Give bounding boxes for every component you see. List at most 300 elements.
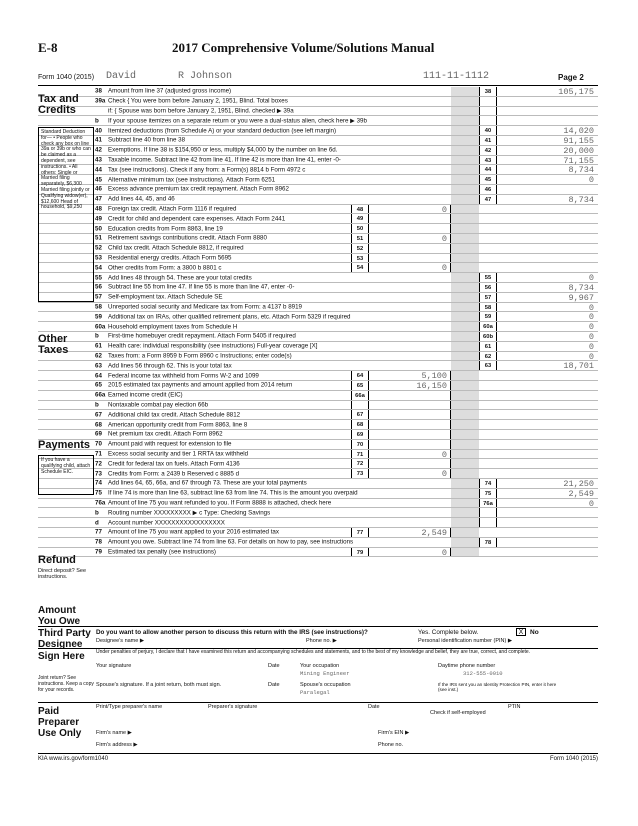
box-number: 56 [479, 283, 497, 292]
inner-amount[interactable] [369, 214, 451, 223]
line-label: Add lines 56 through 62. This is your total tax [108, 362, 232, 370]
line-number: 74 [95, 479, 102, 487]
line-label: If your spouse itemizes on a separate return or you were a dual-status alien, check here ▶ 39b [108, 117, 367, 125]
shaded-area [451, 479, 479, 488]
form-line [38, 293, 598, 303]
spouse-date[interactable]: Date [268, 682, 280, 688]
footer-right: Form 1040 (2015) [549, 756, 598, 762]
line-label: Earned income credit (EIC) [108, 391, 183, 399]
shaded-area [451, 283, 479, 292]
line-amount[interactable]: 14,020 [563, 126, 594, 137]
line-number: 42 [95, 146, 102, 154]
form-line [38, 97, 598, 107]
inner-amount[interactable]: 2,549 [369, 528, 451, 537]
box-number: 55 [479, 273, 497, 282]
line-label: Taxable income. Subtract line 42 from line 41. If line 42 is more than line 41, enter -0- [108, 156, 341, 164]
line-amount[interactable] [497, 116, 598, 125]
line-number: 51 [95, 234, 102, 242]
inner-box-number: 72 [351, 459, 369, 468]
spouse-occupation[interactable]: Paralegal [300, 689, 330, 696]
form-line [38, 410, 598, 420]
form-line [38, 224, 598, 234]
line-label: Credit for child and dependent care expenses. Attach Form 2441 [108, 215, 286, 223]
ptin[interactable]: PTIN [508, 704, 521, 710]
form-line [38, 165, 598, 175]
form-line [38, 322, 598, 332]
inner-box-number: 67 [351, 410, 369, 419]
line-number: 48 [95, 205, 102, 213]
ssn: 111-11-1112 [423, 71, 490, 82]
line-number: 77 [95, 528, 102, 536]
box-number: 43 [479, 156, 497, 165]
line-label: Federal income tax withheld from Forms W-2 and 1099 [108, 372, 259, 380]
shaded-area [451, 459, 479, 468]
shaded-area [451, 87, 479, 96]
line-number: 56 [95, 283, 102, 291]
line-number: 57 [95, 293, 102, 301]
line-label: Excess social security and tier 1 RRTA tax withheld [108, 450, 249, 458]
form-line [38, 332, 598, 342]
line-amount[interactable]: 91,155 [563, 136, 594, 146]
inner-amount[interactable] [369, 420, 451, 429]
line-amount[interactable]: 0 [588, 302, 594, 313]
line-label: Amount of line 75 you want applied to your 2016 estimated tax [108, 528, 279, 536]
form-topline [38, 70, 598, 86]
line-label: If line 74 is more than line 63, subtract line 63 from line 74. This is the amount you overpaid [108, 489, 358, 497]
line-number: 43 [95, 156, 102, 164]
form-line [38, 175, 598, 185]
line-number: 72 [95, 460, 102, 468]
shaded-area [451, 352, 479, 361]
daytime-phone[interactable]: 312-555-0010 [463, 670, 503, 677]
line-label: Subtract line 55 from line 47. If line 55 is more than line 47, enter -0- [108, 283, 295, 291]
line-label: Add lines 48 through 54. These are your total credits [108, 274, 252, 282]
inner-amount[interactable]: 0 [369, 450, 451, 459]
line-label: Unreported social security and Medicare tax from Form: a 4137 b 8919 [108, 303, 302, 311]
line-number: 38 [95, 87, 102, 95]
line-amount[interactable]: 8,734 [568, 165, 594, 176]
firm-address[interactable]: Firm's address ▶ [96, 742, 138, 748]
box-number: 63 [479, 361, 497, 370]
line-number: 41 [95, 136, 102, 144]
form-line [38, 244, 598, 254]
designee-pin[interactable]: Personal identification number (PIN) ▶ [418, 638, 513, 644]
shaded-area [451, 440, 479, 449]
shaded-area [451, 224, 479, 233]
your-signature[interactable]: Your signature [96, 663, 132, 669]
box-number: 40 [479, 126, 497, 135]
line-label: Amount you owe. Subtract line 74 from line 63. For details on how to pay, see instructions [108, 538, 354, 546]
shaded-area [451, 185, 479, 194]
form-line [38, 136, 598, 146]
form-line [38, 371, 598, 381]
spouse-occ-label: Spouse's occupation [300, 682, 351, 688]
shaded-area [451, 165, 479, 174]
line-label: Self-employment tax. Attach Schedule SE [108, 293, 223, 301]
self-employed-check[interactable]: Check if self-employed [430, 710, 486, 716]
box-number: 60b [479, 332, 497, 341]
inner-amount[interactable] [369, 401, 451, 410]
line-amount[interactable]: 21,250 [563, 479, 594, 489]
inner-box-number: 66a [351, 391, 369, 400]
page-title: 2017 Comprehensive Volume/Solutions Manual [172, 40, 435, 55]
shaded-area [451, 116, 479, 125]
section-tax-credits: Tax and Credits [38, 93, 79, 116]
line-number: 69 [95, 430, 102, 438]
shaded-area [451, 430, 479, 439]
line-amount[interactable]: 0 [588, 175, 594, 186]
inner-box-number: 79 [351, 548, 369, 557]
line-amount[interactable]: 8,734 [568, 194, 594, 205]
form-line [38, 205, 598, 215]
form-line [38, 185, 598, 195]
inner-amount[interactable]: 0 [369, 469, 451, 478]
line-label: Subtract line 40 from line 38 [108, 136, 186, 144]
designee-yes[interactable]: Yes. Complete below. [418, 629, 479, 636]
line-number: 65 [95, 381, 102, 389]
form-line [38, 156, 598, 166]
line-amount[interactable] [497, 538, 598, 547]
line-number: 46 [95, 185, 102, 193]
firm-ein[interactable]: Firm's EIN ▶ [378, 730, 410, 736]
sign-date[interactable]: Date [268, 663, 280, 669]
shaded-area [451, 293, 479, 302]
inner-box-number: 73 [351, 469, 369, 478]
inner-amount[interactable] [369, 430, 451, 439]
line-number: 68 [95, 421, 102, 429]
shaded-area [451, 107, 479, 116]
designee-name[interactable]: Designee's name ▶ [96, 638, 145, 644]
line-label: Itemized deductions (from Schedule A) or your standard deduction (see left margin) [108, 127, 337, 135]
box-number [479, 97, 497, 106]
shaded-area [451, 195, 479, 204]
line-number: 52 [95, 244, 102, 252]
divider [38, 753, 598, 754]
line-label: Routing number XXXXXXXXX ▶ c Type: Checking Savings [108, 509, 271, 517]
line-label: Tax (see instructions). Check if any from: a Form(s) 8814 b Form 4972 c [108, 166, 306, 174]
line-number: 58 [95, 303, 102, 311]
line-amount[interactable]: 18,701 [563, 361, 594, 372]
inner-amount[interactable] [369, 254, 451, 263]
line-label: Estimated tax penalty (see instructions) [108, 548, 216, 556]
line-amount[interactable]: 105,175 [558, 87, 594, 97]
perjury-statement: Under penalties of perjury, I declare that I have examined this return and accompanying schedules and statements, and to the best of my knowledge and belief, they are true, correct, and complete. [96, 649, 531, 655]
shaded-area [451, 410, 479, 419]
line-label: Retirement savings contributions credit. Attach Form 8880 [108, 234, 267, 242]
box-number [479, 107, 497, 116]
line-number: 55 [95, 274, 102, 282]
refund-note: Direct deposit? See instructions. [38, 568, 86, 580]
line-label: Taxes from: a Form 8959 b Form 8960 c Instructions; enter code(s) [108, 352, 292, 360]
inner-amount[interactable] [369, 224, 451, 233]
box-number: 41 [479, 136, 497, 145]
line-label: American opportunity credit from Form 8863, line 8 [108, 421, 248, 429]
standard-deduction-note: Standard Deduction for— • People who check any box on line 39a or 39b or who can be claimed as a dependent, see instructions. • All others: Single or Married filing separately, $6,300 Married filing jointly or Qualifying widow(er), $12,600 Head of household, $9,250 [38, 127, 94, 302]
line-number: 73 [95, 470, 102, 478]
line-number: 78 [95, 538, 102, 546]
line-label: Residential energy credits. Attach Form 5695 [108, 254, 232, 262]
shaded-area [451, 381, 479, 390]
shaded-area [451, 175, 479, 184]
shaded-area [451, 528, 479, 537]
inner-box-number: 48 [351, 205, 369, 214]
line-amount[interactable] [497, 518, 598, 527]
line-label: Additional child tax credit. Attach Schedule 8812 [108, 411, 241, 419]
line-amount[interactable]: 0 [588, 312, 594, 323]
spouse-signature[interactable]: Spouse's signature. If a joint return, both must sign. [96, 682, 222, 688]
line-amount[interactable]: 0 [588, 322, 594, 333]
shaded-area [451, 508, 479, 517]
form-line [38, 499, 598, 509]
line-number: 71 [95, 450, 102, 458]
designee-no-checkbox[interactable]: X [516, 628, 526, 636]
line-amount[interactable]: 0 [588, 351, 594, 362]
line-amount[interactable]: 20,000 [563, 145, 594, 156]
taxpayer-last: R Johnson [178, 71, 233, 82]
form-line [38, 361, 598, 371]
taxpayer-first: David [106, 71, 137, 82]
line-label: Account number XXXXXXXXXXXXXXXXX [108, 519, 225, 527]
line-label: Credits from Form: a 2439 b Reserved c 8885 d [108, 470, 240, 478]
shaded-area [451, 489, 479, 498]
shaded-area [451, 538, 479, 547]
ip-pin-note: If the IRS sent you an Identity Protection PIN, enter it here (see inst.) [438, 682, 557, 692]
line-label: Check { You were born before January 2, 1951, Blind. Total boxes [108, 97, 288, 105]
inner-box-number: 49 [351, 214, 369, 223]
form-line [38, 116, 598, 126]
payments-note: If you have a qualifying child, attach Schedule EIC. [38, 455, 94, 495]
line-amount[interactable]: 0 [588, 341, 594, 352]
designee-question: Do you want to allow another person to discuss this return with the IRS (see instructions)? [96, 629, 368, 636]
shaded-area [451, 518, 479, 527]
section-refund: Refund [38, 554, 76, 566]
line-label: if: { Spouse was born before January 2, 1951, Blind. checked ▶ 39a [108, 107, 294, 115]
form-line [38, 508, 598, 518]
inner-box-number: 51 [351, 234, 369, 243]
line-number: 63 [95, 362, 102, 370]
divider [38, 702, 598, 703]
inner-amount[interactable]: 0 [369, 548, 451, 557]
shaded-area [451, 263, 479, 272]
box-number: 46 [479, 185, 497, 194]
shaded-area [451, 391, 479, 400]
shaded-area [451, 312, 479, 321]
line-number: b [95, 401, 99, 409]
shaded-area [451, 244, 479, 253]
line-number: 44 [95, 166, 102, 174]
line-number: 39a [95, 97, 106, 105]
box-number: 44 [479, 165, 497, 174]
box-number: 60a [479, 322, 497, 331]
box-number: 57 [479, 293, 497, 302]
section-amount-owe: Amount You Owe [38, 605, 81, 627]
box-number: 45 [479, 175, 497, 184]
line-label: Excess advance premium tax credit repayment. Attach Form 8962 [108, 185, 289, 193]
box-number: 59 [479, 312, 497, 321]
inner-box-number: 53 [351, 254, 369, 263]
box-number: 78 [479, 538, 497, 547]
shaded-area [451, 156, 479, 165]
shaded-area [451, 548, 479, 557]
line-number: 40 [95, 127, 102, 135]
section-sign: Sign Here [38, 651, 85, 662]
shaded-area [451, 469, 479, 478]
form-line [38, 342, 598, 352]
form-line [38, 146, 598, 156]
line-label: Exemptions. If line 38 is $154,950 or less, multiply $4,000 by the number on line 6d. [108, 146, 338, 154]
line-number: 64 [95, 372, 102, 380]
form-line [38, 450, 598, 460]
box-number: 75 [479, 489, 497, 498]
line-amount[interactable]: 2,549 [568, 488, 594, 499]
inner-box-number: 77 [351, 528, 369, 537]
form-line [38, 489, 598, 499]
line-number: 66a [95, 391, 106, 399]
inner-box-number [351, 401, 369, 410]
inner-amount[interactable] [369, 459, 451, 468]
line-number: b [95, 509, 99, 517]
form-line [38, 430, 598, 440]
box-number: 42 [479, 146, 497, 155]
line-label: Child tax credit. Attach Schedule 8812, if required [108, 244, 244, 252]
shaded-area [451, 234, 479, 243]
box-number: 61 [479, 342, 497, 351]
form-line [38, 469, 598, 479]
form-line [38, 312, 598, 322]
shaded-area [451, 254, 479, 263]
shaded-area [451, 205, 479, 214]
line-number: b [95, 332, 99, 340]
line-number: 53 [95, 254, 102, 262]
shaded-area [451, 420, 479, 429]
line-number: 49 [95, 215, 102, 223]
shaded-area [451, 214, 479, 223]
line-label: Net premium tax credit. Attach Form 8962 [108, 430, 223, 438]
shaded-area [451, 371, 479, 380]
shaded-area [451, 332, 479, 341]
shaded-area [451, 499, 479, 508]
line-label: First-time homebuyer credit repayment. Attach Form 5405 if required [108, 332, 296, 340]
line-amount[interactable]: 8,734 [568, 283, 594, 293]
form-line [38, 87, 598, 97]
line-number: 59 [95, 313, 102, 321]
line-number: 61 [95, 342, 102, 350]
inner-amount[interactable]: 0 [369, 263, 451, 272]
shaded-area [451, 303, 479, 312]
inner-box-number: 68 [351, 420, 369, 429]
line-label: Education credits from Form 8863, line 19 [108, 225, 223, 233]
form-id: Form 1040 (2015) [38, 74, 95, 81]
line-label: Foreign tax credit. Attach Form 1116 if required [108, 205, 237, 213]
page-number: Page 2 [558, 73, 584, 82]
occupation[interactable]: Mining Engineer [300, 670, 350, 677]
inner-amount[interactable] [369, 391, 451, 400]
line-label: Household employment taxes from Schedule H [108, 323, 238, 331]
line-amount[interactable] [497, 107, 598, 116]
form-line [38, 381, 598, 391]
form-1040-page2 [38, 70, 598, 812]
shaded-area [451, 126, 479, 135]
box-number [479, 518, 497, 527]
preparer-name[interactable]: Print/Type preparer's name [96, 704, 163, 710]
firm-name[interactable]: Firm's name ▶ [96, 730, 132, 736]
shaded-area [451, 97, 479, 106]
form-line [38, 538, 598, 548]
line-label: Amount of line 75 you want refunded to you. If Form 8888 is attached, check here [108, 499, 332, 507]
page-ref: E-8 [38, 40, 58, 55]
line-amount[interactable]: 0 [588, 332, 594, 342]
inner-amount[interactable] [369, 410, 451, 419]
inner-amount[interactable]: 5,100 [369, 371, 451, 380]
inner-amount[interactable] [369, 440, 451, 449]
line-number: 47 [95, 195, 102, 203]
box-number: 47 [479, 195, 497, 204]
inner-amount[interactable] [369, 244, 451, 253]
form-line [38, 548, 598, 558]
line-label: Amount from line 37 (adjusted gross income) [108, 87, 232, 95]
preparer-signature[interactable]: Preparer's signature [208, 704, 258, 710]
phone-label: Daytime phone number [438, 663, 496, 669]
line-label: Add lines 64, 65, 66a, and 67 through 73. These are your total payments [108, 479, 307, 487]
line-number: 60a [95, 323, 106, 331]
line-amount[interactable]: 0 [588, 273, 594, 284]
form-line [38, 254, 598, 264]
line-number: 50 [95, 225, 102, 233]
sign-note: Joint return? See instructions. Keep a copy for your records. [38, 675, 94, 693]
inner-box-number: 64 [351, 371, 369, 380]
inner-box-number: 50 [351, 224, 369, 233]
inner-box-number: 65 [351, 381, 369, 390]
line-amount[interactable] [497, 97, 598, 106]
form-line [38, 107, 598, 117]
line-amount[interactable]: 9,967 [568, 292, 594, 303]
line-label: Nontaxable combat pay election 66b [108, 401, 209, 409]
inner-amount[interactable]: 0 [369, 234, 451, 243]
form-line [38, 420, 598, 430]
shaded-area [451, 322, 479, 331]
form-line [38, 234, 598, 244]
inner-box-number: 52 [351, 244, 369, 253]
line-label: Alternative minimum tax (see instructions). Attach Form 6251 [108, 176, 276, 184]
line-number: 62 [95, 352, 102, 360]
firm-phone[interactable]: Phone no. [378, 742, 404, 748]
line-number: 79 [95, 548, 102, 556]
form-line [38, 352, 598, 362]
line-amount[interactable] [497, 185, 598, 194]
line-label: Credit for federal tax on fuels. Attach Form 4136 [108, 460, 240, 468]
form-line [38, 214, 598, 224]
inner-box-number: 54 [351, 263, 369, 272]
inner-amount[interactable]: 16,150 [369, 381, 451, 390]
designee-no: No [530, 629, 539, 636]
occupation-label: Your occupation [300, 663, 340, 669]
shaded-area [451, 401, 479, 410]
line-amount[interactable]: 71,155 [563, 155, 594, 166]
line-label: Add lines 44, 45, and 46 [108, 195, 175, 203]
shaded-area [451, 146, 479, 155]
line-amount[interactable]: 0 [588, 498, 594, 509]
shaded-area [451, 342, 479, 351]
box-number [479, 508, 497, 517]
shaded-area [451, 136, 479, 145]
line-amount[interactable] [497, 508, 598, 517]
preparer-date[interactable]: Date [368, 704, 380, 710]
shaded-area [451, 361, 479, 370]
inner-box-number: 70 [351, 440, 369, 449]
form-line [38, 401, 598, 411]
designee-phone[interactable]: Phone no. ▶ [306, 638, 337, 644]
inner-amount[interactable]: 0 [369, 205, 451, 214]
